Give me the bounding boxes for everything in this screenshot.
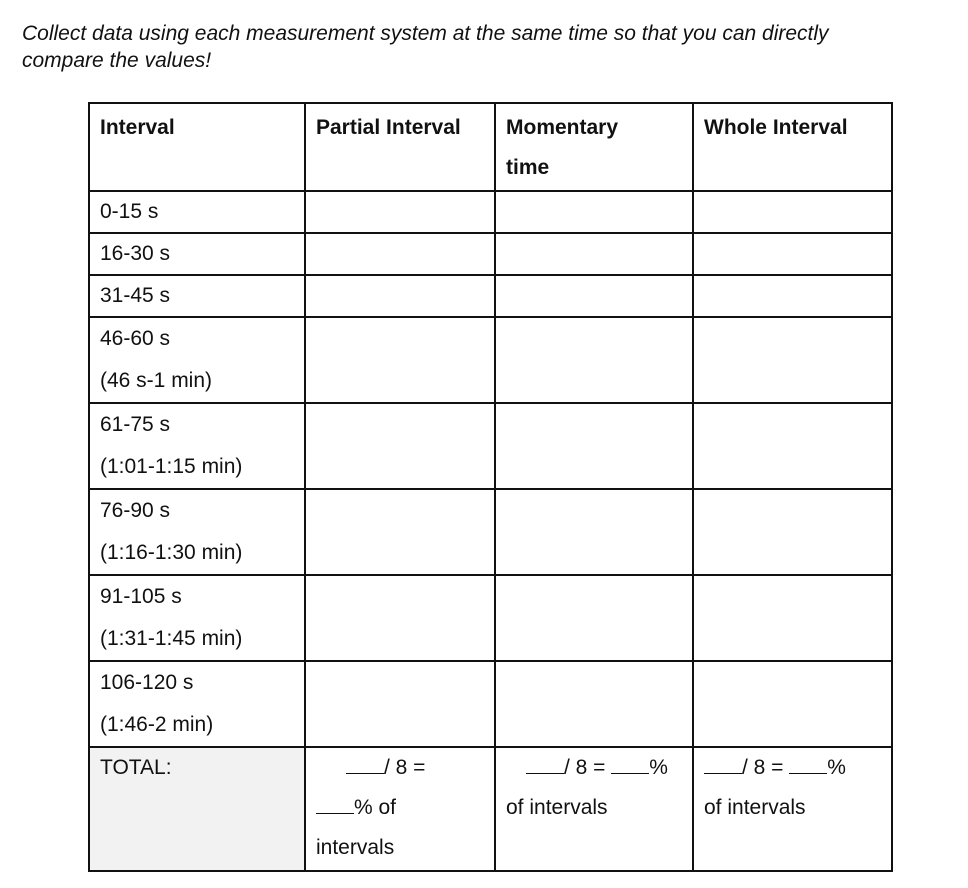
partial-intervals: intervals bbox=[316, 836, 395, 859]
total-label: TOTAL: bbox=[89, 747, 305, 871]
header-momentary-line-2: time bbox=[506, 156, 550, 179]
partial-cell[interactable] bbox=[305, 489, 495, 575]
blank-line bbox=[346, 751, 384, 774]
interval-cell: 16-30 s bbox=[89, 233, 305, 275]
total-momentary-cell[interactable] bbox=[495, 747, 693, 871]
whole-cell[interactable] bbox=[693, 575, 892, 661]
instructions-text bbox=[22, 20, 952, 74]
interval-line-2: (1:31-1:45 min) bbox=[100, 627, 243, 650]
whole-cell[interactable] bbox=[693, 403, 892, 489]
total-partial-cell[interactable] bbox=[305, 747, 495, 871]
table-row bbox=[89, 275, 892, 317]
momentary-cell[interactable] bbox=[495, 317, 693, 403]
momentary-cell[interactable] bbox=[495, 403, 693, 489]
total-row bbox=[89, 747, 892, 871]
interval-cell: 31-45 s bbox=[89, 275, 305, 317]
interval-line-1: 46-60 s bbox=[100, 327, 171, 350]
interval-cell bbox=[89, 661, 305, 747]
interval-line-1: 61-75 s bbox=[100, 413, 171, 436]
partial-cell[interactable] bbox=[305, 661, 495, 747]
header-momentary-time bbox=[495, 103, 693, 191]
momentary-cell[interactable] bbox=[495, 233, 693, 275]
partial-cell[interactable] bbox=[305, 191, 495, 233]
table-row bbox=[89, 317, 892, 403]
momentary-cell[interactable] bbox=[495, 275, 693, 317]
header-momentary-line-1: Momentary bbox=[506, 116, 619, 139]
blank-line bbox=[611, 751, 649, 774]
momentary-cell[interactable] bbox=[495, 575, 693, 661]
table-header-row bbox=[89, 103, 892, 191]
instructions-line-2: compare the values! bbox=[22, 49, 212, 72]
table-row bbox=[89, 403, 892, 489]
momentary-fraction: / 8 = bbox=[564, 756, 606, 779]
momentary-cell[interactable] bbox=[495, 191, 693, 233]
interval-line-1: 106-120 s bbox=[100, 671, 194, 694]
table-row bbox=[89, 575, 892, 661]
interval-cell bbox=[89, 403, 305, 489]
momentary-cell[interactable] bbox=[495, 489, 693, 575]
table-row bbox=[89, 233, 892, 275]
total-whole-line-1 bbox=[704, 756, 846, 779]
whole-intervals: of intervals bbox=[704, 796, 806, 819]
interval-line-2: (1:01-1:15 min) bbox=[100, 455, 243, 478]
momentary-percent: % bbox=[649, 756, 668, 779]
partial-cell[interactable] bbox=[305, 317, 495, 403]
interval-line-1: 91-105 s bbox=[100, 585, 182, 608]
whole-cell[interactable] bbox=[693, 489, 892, 575]
partial-percent: % of bbox=[354, 796, 397, 819]
header-interval: Interval bbox=[89, 103, 305, 191]
interval-cell bbox=[89, 575, 305, 661]
instructions-line-1: Collect data using each measurement system at the same time so that you can directly bbox=[22, 22, 829, 45]
table-row bbox=[89, 489, 892, 575]
blank-line bbox=[316, 791, 354, 814]
partial-cell[interactable] bbox=[305, 275, 495, 317]
blank-line bbox=[704, 751, 742, 774]
partial-cell[interactable] bbox=[305, 233, 495, 275]
total-partial-line-2 bbox=[316, 796, 396, 819]
blank-line bbox=[526, 751, 564, 774]
momentary-cell[interactable] bbox=[495, 661, 693, 747]
total-whole-cell[interactable] bbox=[693, 747, 892, 871]
interval-cell bbox=[89, 317, 305, 403]
partial-fraction: / 8 = bbox=[384, 756, 426, 779]
interval-line-2: (1:16-1:30 min) bbox=[100, 541, 243, 564]
momentary-intervals: of intervals bbox=[506, 796, 608, 819]
interval-cell bbox=[89, 489, 305, 575]
header-partial-interval: Partial Interval bbox=[305, 103, 495, 191]
whole-cell[interactable] bbox=[693, 275, 892, 317]
interval-cell: 0-15 s bbox=[89, 191, 305, 233]
measurement-table bbox=[88, 102, 893, 872]
blank-line bbox=[789, 751, 827, 774]
partial-cell[interactable] bbox=[305, 575, 495, 661]
whole-cell[interactable] bbox=[693, 661, 892, 747]
table-row bbox=[89, 661, 892, 747]
whole-cell[interactable] bbox=[693, 191, 892, 233]
header-whole-interval: Whole Interval bbox=[693, 103, 892, 191]
total-momentary-line-1 bbox=[506, 756, 668, 779]
partial-cell[interactable] bbox=[305, 403, 495, 489]
interval-line-2: (1:46-2 min) bbox=[100, 713, 214, 736]
whole-cell[interactable] bbox=[693, 317, 892, 403]
whole-percent: % bbox=[827, 756, 846, 779]
total-partial-line-1 bbox=[316, 756, 425, 779]
whole-cell[interactable] bbox=[693, 233, 892, 275]
table-row bbox=[89, 191, 892, 233]
interval-line-2: (46 s-1 min) bbox=[100, 369, 213, 392]
interval-line-1: 76-90 s bbox=[100, 499, 171, 522]
whole-fraction: / 8 = bbox=[742, 756, 784, 779]
